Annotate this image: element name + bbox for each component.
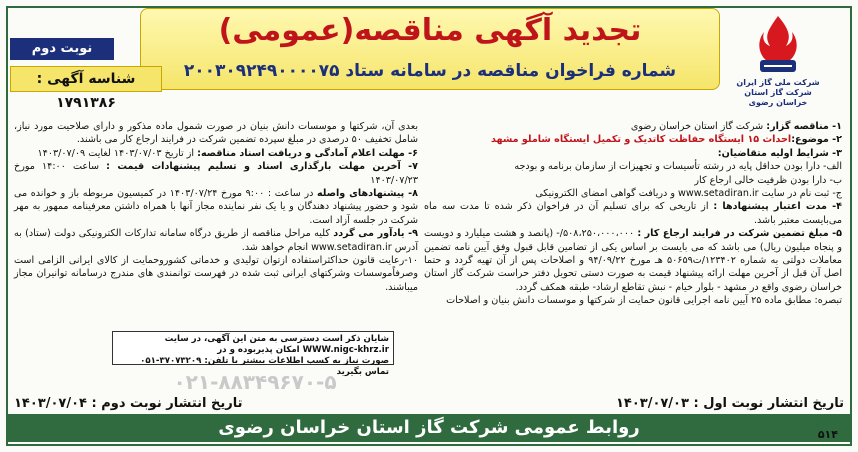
first-publish-date: تاریخ انتشار نوبت اول : ۱۴۰۳/۰۷/۰۳ <box>615 396 844 411</box>
item-8-label: ۸- پیشنهادهای واصله <box>316 188 418 200</box>
page-number: ۵۱۴ <box>817 428 838 441</box>
logo-text-2: شرکت گاز استان خراسان رضوی <box>744 88 812 107</box>
item-1 <box>424 120 842 133</box>
item-5-text: ۵۰۸،۲۵۰،۰۰۰،۰۰۰/- (پانصد و هشت میلیارد و دویست و پنجاه میلیون ریال) می باشد که می بایست بر اساس یکی از تضامین قابل قبول وفق آیین نامه تضمین معاملات دولتی به شماره ۱۲۳۴۰۲/ت۵۰۶۵۹ هـ مورخ ۹۴/۰۹/۲۲ و اصلاحات پس از آن تهیه گردد و حتما اصل آن قبل از آخرین مهلت ارائه پیشنهاد قیمت به صورت دستی تحویل دفتر حراست شرکت گاز استان خراسان رضوی واقع در مشهد - بلوار خیام - نبش تقاطع ارشاد- طبقه همکف گردد. <box>424 228 843 293</box>
item-9 <box>14 227 418 254</box>
tender-number: شماره فراخوان مناقصه در سامانه ستاد ۲۰۰۳۰۹۲۴۹۰۰۰۰۷۵ <box>183 61 677 81</box>
item-2-label: ۲- موضوع: <box>791 134 842 146</box>
item-2-text: احداث ۱۵ ایستگاه حفاظت کاتدیک و تکمیل ایستگاه شاملو مشهد <box>490 134 792 146</box>
item-4-text: از تاریخی که برای تسلیم آن در فراخوان ذکر شده تا مدت سه ماه می‌بایست معتبر باشد. <box>424 201 842 226</box>
item-5-label: ۵- مبلغ تضمین شرکت در فرایند ارجاع کار : <box>637 228 842 240</box>
item-10: ۱۰-رعایت قانون حداکثراستفاده ازتوان تولیدی و خدماتی کشوروحمایت از کالای ایرانی الزامی است وصرفاًموسسات وشرکتهای ایرانی ثبت شده در فهرست توانمندی های مندرج درسامانه توانیران مجاز میباشند. <box>14 255 418 293</box>
item-6-label: ۶- مهلت اعلام آمادگی و دریافت اسناد مناقصه: <box>197 147 418 159</box>
second-publish-date: تاریخ انتشار نوبت دوم : ۱۴۰۳/۰۷/۰۴ <box>14 396 243 411</box>
item-7-text: ساعت ۱۴:۰۰ مورخ ۱۴۰۳/۰۷/۲۳ <box>14 161 418 186</box>
item-9-text: کلیه مراحل مناقصه از طریق درگاه سامانه تدارکات الکترونیکی دولت (ستاد) به آدرس www.setadiran.ir انجام خواهد شد. <box>14 228 418 253</box>
item-4-label: ۴- مدت اعتبار پیشنهادها : <box>713 201 842 213</box>
nigc-flame-logo-icon <box>750 14 806 74</box>
ad-title: تجدید آگهی مناقصه(عمومی) <box>218 13 642 48</box>
item-1-label: ۱- مناقصه گزار: <box>766 121 842 132</box>
item-8-text: در ساعت : ۹:۰۰ مورخ ۱۴۰۳/۰۷/۲۴ در کمیسیون مربوطه باز و خوانده می شود و حضور پیشنهاد دهندگان و یا یک نفر نماینده مجاز آنها با همراه داشتن معرفینامه ممهور به مهر شرکت در جلسه آزاد است. <box>14 188 418 226</box>
item-4 <box>424 200 842 227</box>
item-5 <box>424 227 842 294</box>
item-3-b: ب- دارا بودن ظرفیت خالی ارجاع کار <box>694 174 842 186</box>
ad-id: شناسه آگهی : ۱۷۹۱۳۸۶ <box>10 66 162 92</box>
contact-note-box <box>112 331 394 377</box>
left-column <box>14 120 418 320</box>
item-9-label: ۹- یادآور می گردد <box>333 228 418 240</box>
contact-note-line-2: صورت نیاز به کسب اطلاعات بیشتر با تلفن: ۳۷۰۷۳۲۰۹-۰۵۱ تماس بگیرید <box>140 356 389 377</box>
item-6 <box>14 147 418 160</box>
footer-banner: روابط عمومی شرکت گاز استان خراسان رضوی <box>8 414 850 442</box>
item-3-c: ج- ثبت نام در سایت www.setadiran.ir و دریافت گواهی امضای الکترونیکی <box>535 188 842 200</box>
left-intro: بعدی آن، شرکتها و موسسات دانش بنیان در صورت شمول ماده مذکور و دارای صلاحیت مورد نیاز، شامل تخفیف ۵۰ درصدی در مبلغ سپرده تضمین شرکت در فرایند ارجاع کار می باشند. <box>14 121 418 146</box>
item-5-note: تبصره: مطابق ماده ۲۵ آیین نامه اجرایی قانون حمایت از شرکتها و موسسات دانش بنیان و اصلاحات <box>446 295 842 307</box>
round-badge: نوبت دوم <box>10 38 114 60</box>
contact-note-line-1: شایان ذکر است دسترسی به متن این آگهی، در سایت WWW.nigc-khrz.ir امکان پذیربوده و در <box>164 334 389 355</box>
item-7 <box>14 160 418 187</box>
company-logo <box>728 14 828 106</box>
item-1-text: شرکت گاز استان خراسان رضوی <box>630 121 764 132</box>
item-3-a: الف- دارا بودن حداقل پایه در رشته تأسیسات و تجهیزات از سازمان برنامه و بودجه <box>514 161 842 173</box>
phone-watermark: ۰۲۱-۸۸۳۴۹۶۷۰-۵ <box>173 370 337 394</box>
header-banner <box>140 8 720 90</box>
right-column <box>424 120 842 390</box>
item-8 <box>14 187 418 227</box>
item-7-label: ۷- آخرین مهلت بارگذاری اسناد و تسلیم پیشنهادات قیمت : <box>106 161 418 173</box>
logo-text-1: شرکت ملی گاز ایران <box>736 78 820 87</box>
item-3-label: ۳- شرایط اولیه متقاضیان: <box>717 147 842 159</box>
item-6-text: از تاریخ ۱۴۰۳/۰۷/۰۳ لغایت ۱۴۰۳/۰۷/۰۹ <box>37 147 195 159</box>
item-2 <box>424 133 842 146</box>
